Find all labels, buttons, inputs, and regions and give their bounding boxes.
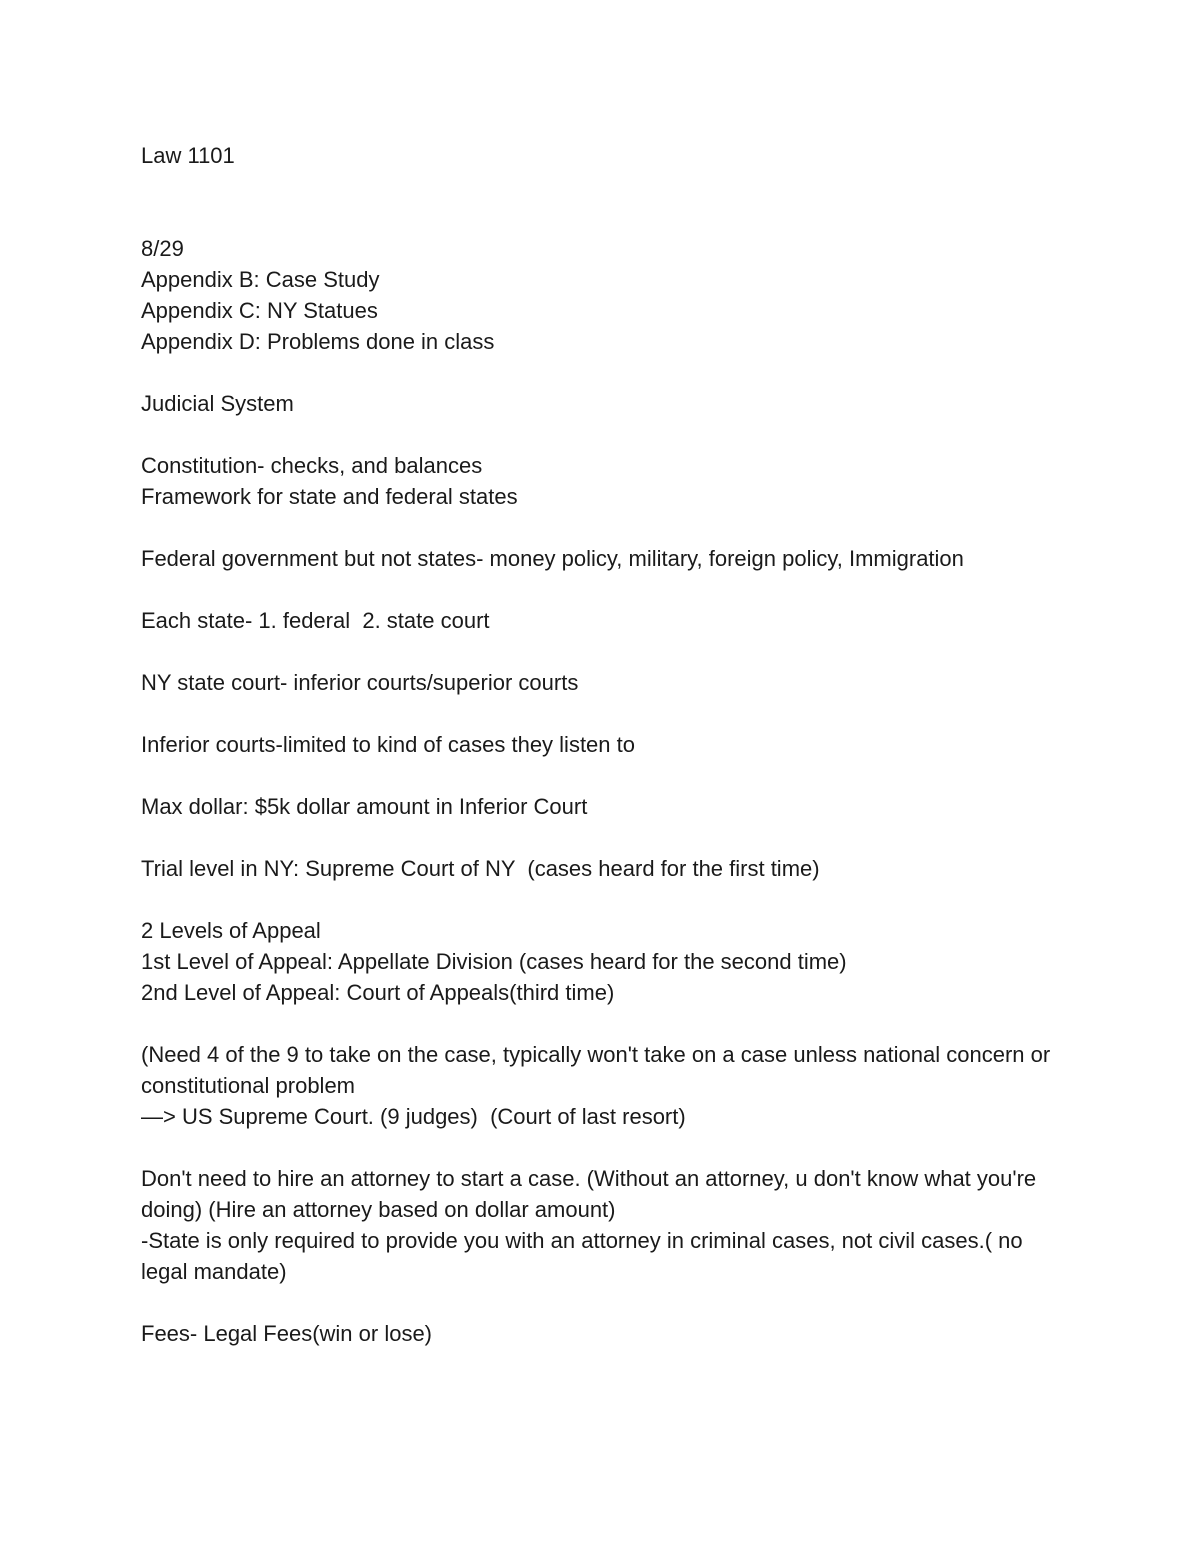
spacer <box>141 884 1061 915</box>
second-appeal-line: 2nd Level of Appeal: Court of Appeals(third time) <box>141 980 615 1005</box>
spacer <box>141 1132 1061 1163</box>
appendix-d: Appendix D: Problems done in class <box>141 329 495 354</box>
trial-level-line: Trial level in NY: Supreme Court of NY (cases heard for the first time) <box>141 856 820 881</box>
spacer <box>141 171 1061 233</box>
max-dollar-line: Max dollar: $5k dollar amount in Inferior Court <box>141 794 588 819</box>
notes-body <box>141 140 1061 1349</box>
appeal-levels-heading: 2 Levels of Appeal <box>141 918 321 943</box>
fees-line: Fees- Legal Fees(win or lose) <box>141 1321 433 1346</box>
each-state-line: Each state- 1. federal 2. state court <box>141 608 490 633</box>
date-line: 8/29 <box>141 236 184 261</box>
constitution-line: Constitution- checks, and balances <box>141 453 483 478</box>
spacer <box>141 419 1061 450</box>
supreme-court-note: (Need 4 of the 9 to take on the case, typically won't take on a case unless national concern or constitutional problem <box>141 1042 1057 1098</box>
inferior-courts-line: Inferior courts-limited to kind of cases they listen to <box>141 732 635 757</box>
first-appeal-line: 1st Level of Appeal: Appellate Division (cases heard for the second time) <box>141 949 847 974</box>
spacer <box>141 1287 1061 1318</box>
federal-powers-line: Federal government but not states- money policy, military, foreign policy, Immigration <box>141 546 964 571</box>
spacer <box>141 574 1061 605</box>
spacer <box>141 636 1061 667</box>
spacer <box>141 1008 1061 1039</box>
spacer <box>141 357 1061 388</box>
state-attorney-line: -State is only required to provide you with an attorney in criminal cases, not civil cases.( no legal mandate) <box>141 1228 1029 1284</box>
ny-state-court-line: NY state court- inferior courts/superior courts <box>141 670 579 695</box>
spacer <box>141 698 1061 729</box>
section-heading: Judicial System <box>141 391 294 416</box>
spacer <box>141 760 1061 791</box>
document-title: Law 1101 <box>141 143 235 168</box>
spacer <box>141 512 1061 543</box>
appendix-b: Appendix B: Case Study <box>141 267 380 292</box>
spacer <box>141 822 1061 853</box>
attorney-line: Don't need to hire an attorney to start a case. (Without an attorney, u don't know what you're doing) (Hire an attorney based on dollar amount) <box>141 1166 1043 1222</box>
appendix-c: Appendix C: NY Statues <box>141 298 378 323</box>
framework-line: Framework for state and federal states <box>141 484 518 509</box>
supreme-court-line: —> US Supreme Court. (9 judges) (Court of last resort) <box>141 1104 686 1129</box>
